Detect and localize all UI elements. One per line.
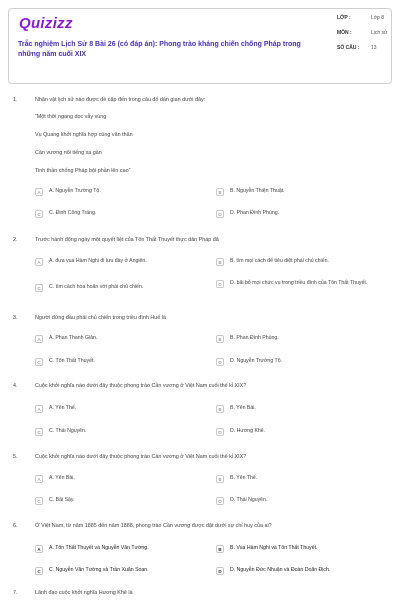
option-text: D. Phan Đình Phùng. (230, 210, 280, 216)
question-number: 5. (13, 454, 18, 460)
option-letter: C (35, 497, 43, 505)
option-text: D. Thái Nguyên. (230, 497, 268, 503)
option-text: B. tìm mọi cách để tiêu diệt phái chủ chiến. (230, 258, 329, 264)
option-text: A. Phan Thanh Giản. (49, 335, 98, 341)
option-a[interactable] (35, 475, 199, 483)
subject-value: Lịch sử (371, 30, 388, 36)
poem-line: Vụ Quang khởi nghĩa hợp cùng văn thân (35, 132, 133, 138)
class-label: LỚP : (337, 15, 351, 21)
option-letter: B (216, 405, 224, 413)
question-text: Nhân vật lịch sử nào được đề cập đến trong câu đố dân gian dưới đây: (35, 97, 206, 103)
worksheet-meta (337, 15, 395, 60)
option-text: C. Tôn Thất Thuyết. (49, 358, 95, 364)
option-text: D. Hương Khê. (230, 428, 266, 434)
option-d[interactable] (216, 497, 380, 505)
option-b[interactable] (216, 188, 380, 196)
option-text: C. Đinh Công Tráng. (49, 210, 97, 216)
option-letter: B (216, 335, 224, 343)
class-value: Lớp 8 (371, 15, 385, 21)
option-letter: B (216, 475, 224, 483)
option-d[interactable] (216, 210, 380, 218)
option-letter: B (216, 188, 224, 196)
option-a[interactable] (35, 258, 199, 266)
meta-class (337, 15, 395, 22)
option-d[interactable] (216, 567, 380, 575)
quizizz-logo: Quizizz (19, 15, 73, 32)
option-letter: D (216, 210, 224, 218)
question-text: Cuộc khởi nghĩa nào dưới đây thuộc phong trào Cần vương ở Việt Nam cuối thế kỉ XIX? (35, 383, 247, 389)
option-c[interactable] (35, 358, 199, 366)
question-number: 7. (13, 590, 18, 596)
question-number: 4. (13, 383, 18, 389)
option-b[interactable] (216, 545, 380, 553)
option-text: A. Yên Thế. (49, 405, 77, 411)
option-text: D. Nguyễn Trường Tộ. (230, 358, 283, 364)
poem-line: “Một thời ngang dọc vẫy vùng (35, 114, 107, 120)
meta-count (337, 45, 395, 52)
option-b[interactable] (216, 475, 380, 483)
option-c[interactable] (35, 428, 199, 436)
option-a[interactable] (35, 545, 199, 553)
option-b[interactable] (216, 405, 380, 413)
option-text: C. Bãi Sậy. (49, 497, 75, 503)
question-text: Trước hành động ngày một quyết liệt của Tôn Thất Thuyết thực dân Pháp đã (35, 237, 219, 243)
option-letter: D (216, 280, 224, 288)
poem-line: Cần vương nổi tiếng xa gần (35, 150, 102, 156)
poem-line: Tinh thần chống Pháp bội phần lên cao” (35, 168, 131, 174)
option-letter: A (35, 258, 43, 266)
option-letter: D (216, 358, 224, 366)
option-c[interactable] (35, 567, 199, 575)
option-d[interactable] (216, 428, 380, 436)
question-text: Cuộc khởi nghĩa nào dưới đây thuộc phong trào Cần vương ở Việt Nam cuối thế kỉ XIX? (35, 454, 247, 460)
option-letter: A (35, 545, 43, 553)
option-letter: A (35, 188, 43, 196)
option-text: B. Nguyễn Thiện Thuật. (230, 188, 285, 194)
question-number: 6. (13, 523, 18, 529)
option-text: A. Nguyễn Trường Tộ. (49, 188, 101, 194)
question-number: 1. (13, 97, 18, 103)
option-b[interactable] (216, 258, 380, 266)
option-letter: A (35, 405, 43, 413)
worksheet-title: Trắc nghiệm Lịch Sử 8 Bài 26 (có đáp án): Phong trào kháng chiến chống Pháp trong những năm cuối XIX (18, 41, 301, 58)
option-text: B. Yên Thế. (230, 475, 258, 481)
option-text: A. Yên Bái. (49, 475, 75, 481)
subject-label: MÔN : (337, 30, 352, 36)
option-text: D. bãi bỏ mọi chức vụ trong triều đình của Tôn Thất Thuyết. (230, 280, 368, 286)
option-text: C. Nguyễn Văn Tường và Trần Xuân Soạn. (49, 567, 149, 573)
option-letter: C (35, 284, 43, 292)
option-b[interactable] (216, 335, 380, 343)
option-text: C. Thái Nguyên. (49, 428, 87, 434)
worksheet-header (8, 8, 392, 84)
question-text: Người đứng đầu phái chủ chiến trong triều đình Huế là (35, 315, 166, 321)
option-letter: B (216, 258, 224, 266)
option-d[interactable] (216, 358, 380, 366)
option-letter: D (216, 428, 224, 436)
option-text: D. Nguyễn Đức Nhuận và Đoàn Doãn Địch. (230, 567, 331, 573)
option-text: A. Tôn Thất Thuyết và Nguyễn Văn Tường. (49, 545, 149, 551)
option-text: B. Phan Đình Phùng. (230, 335, 279, 341)
question-text: Ở Việt Nam, từ năm 1885 đến năm 1888, phong trào Cần vương được đặt dưới sự chỉ huy của ai? (35, 523, 272, 529)
question-number: 3. (13, 315, 18, 321)
meta-subject (337, 30, 395, 37)
option-letter: A (35, 335, 43, 343)
question-text: Lãnh đạo cuộc khởi nghĩa Hương Khê là (35, 590, 133, 596)
option-text: A. đưa vua Hàm Nghi đi lưu đày ở Angiêri. (49, 258, 147, 264)
option-letter: A (35, 475, 43, 483)
question-number: 2. (13, 237, 18, 243)
count-label: SỐ CÂU : (337, 45, 360, 51)
option-letter: C (35, 358, 43, 366)
option-d[interactable] (216, 280, 380, 288)
count-value: 13 (371, 45, 377, 51)
option-letter: C (35, 428, 43, 436)
option-letter: C (35, 210, 43, 218)
option-letter: D (216, 567, 224, 575)
option-c[interactable] (35, 210, 199, 218)
option-c[interactable] (35, 497, 199, 505)
option-letter: C (35, 567, 43, 575)
option-text: B. Yên Bái. (230, 405, 256, 411)
option-text: B. Vua Hàm Nghi và Tôn Thất Thuyết. (230, 545, 318, 551)
option-a[interactable] (35, 405, 199, 413)
option-letter: B (216, 545, 224, 553)
option-a[interactable] (35, 335, 199, 343)
option-c[interactable] (35, 284, 199, 292)
option-letter: D (216, 497, 224, 505)
option-text: C. tìm cách hòa hoãn với phái chủ chiến. (49, 284, 144, 290)
option-a[interactable] (35, 188, 199, 196)
